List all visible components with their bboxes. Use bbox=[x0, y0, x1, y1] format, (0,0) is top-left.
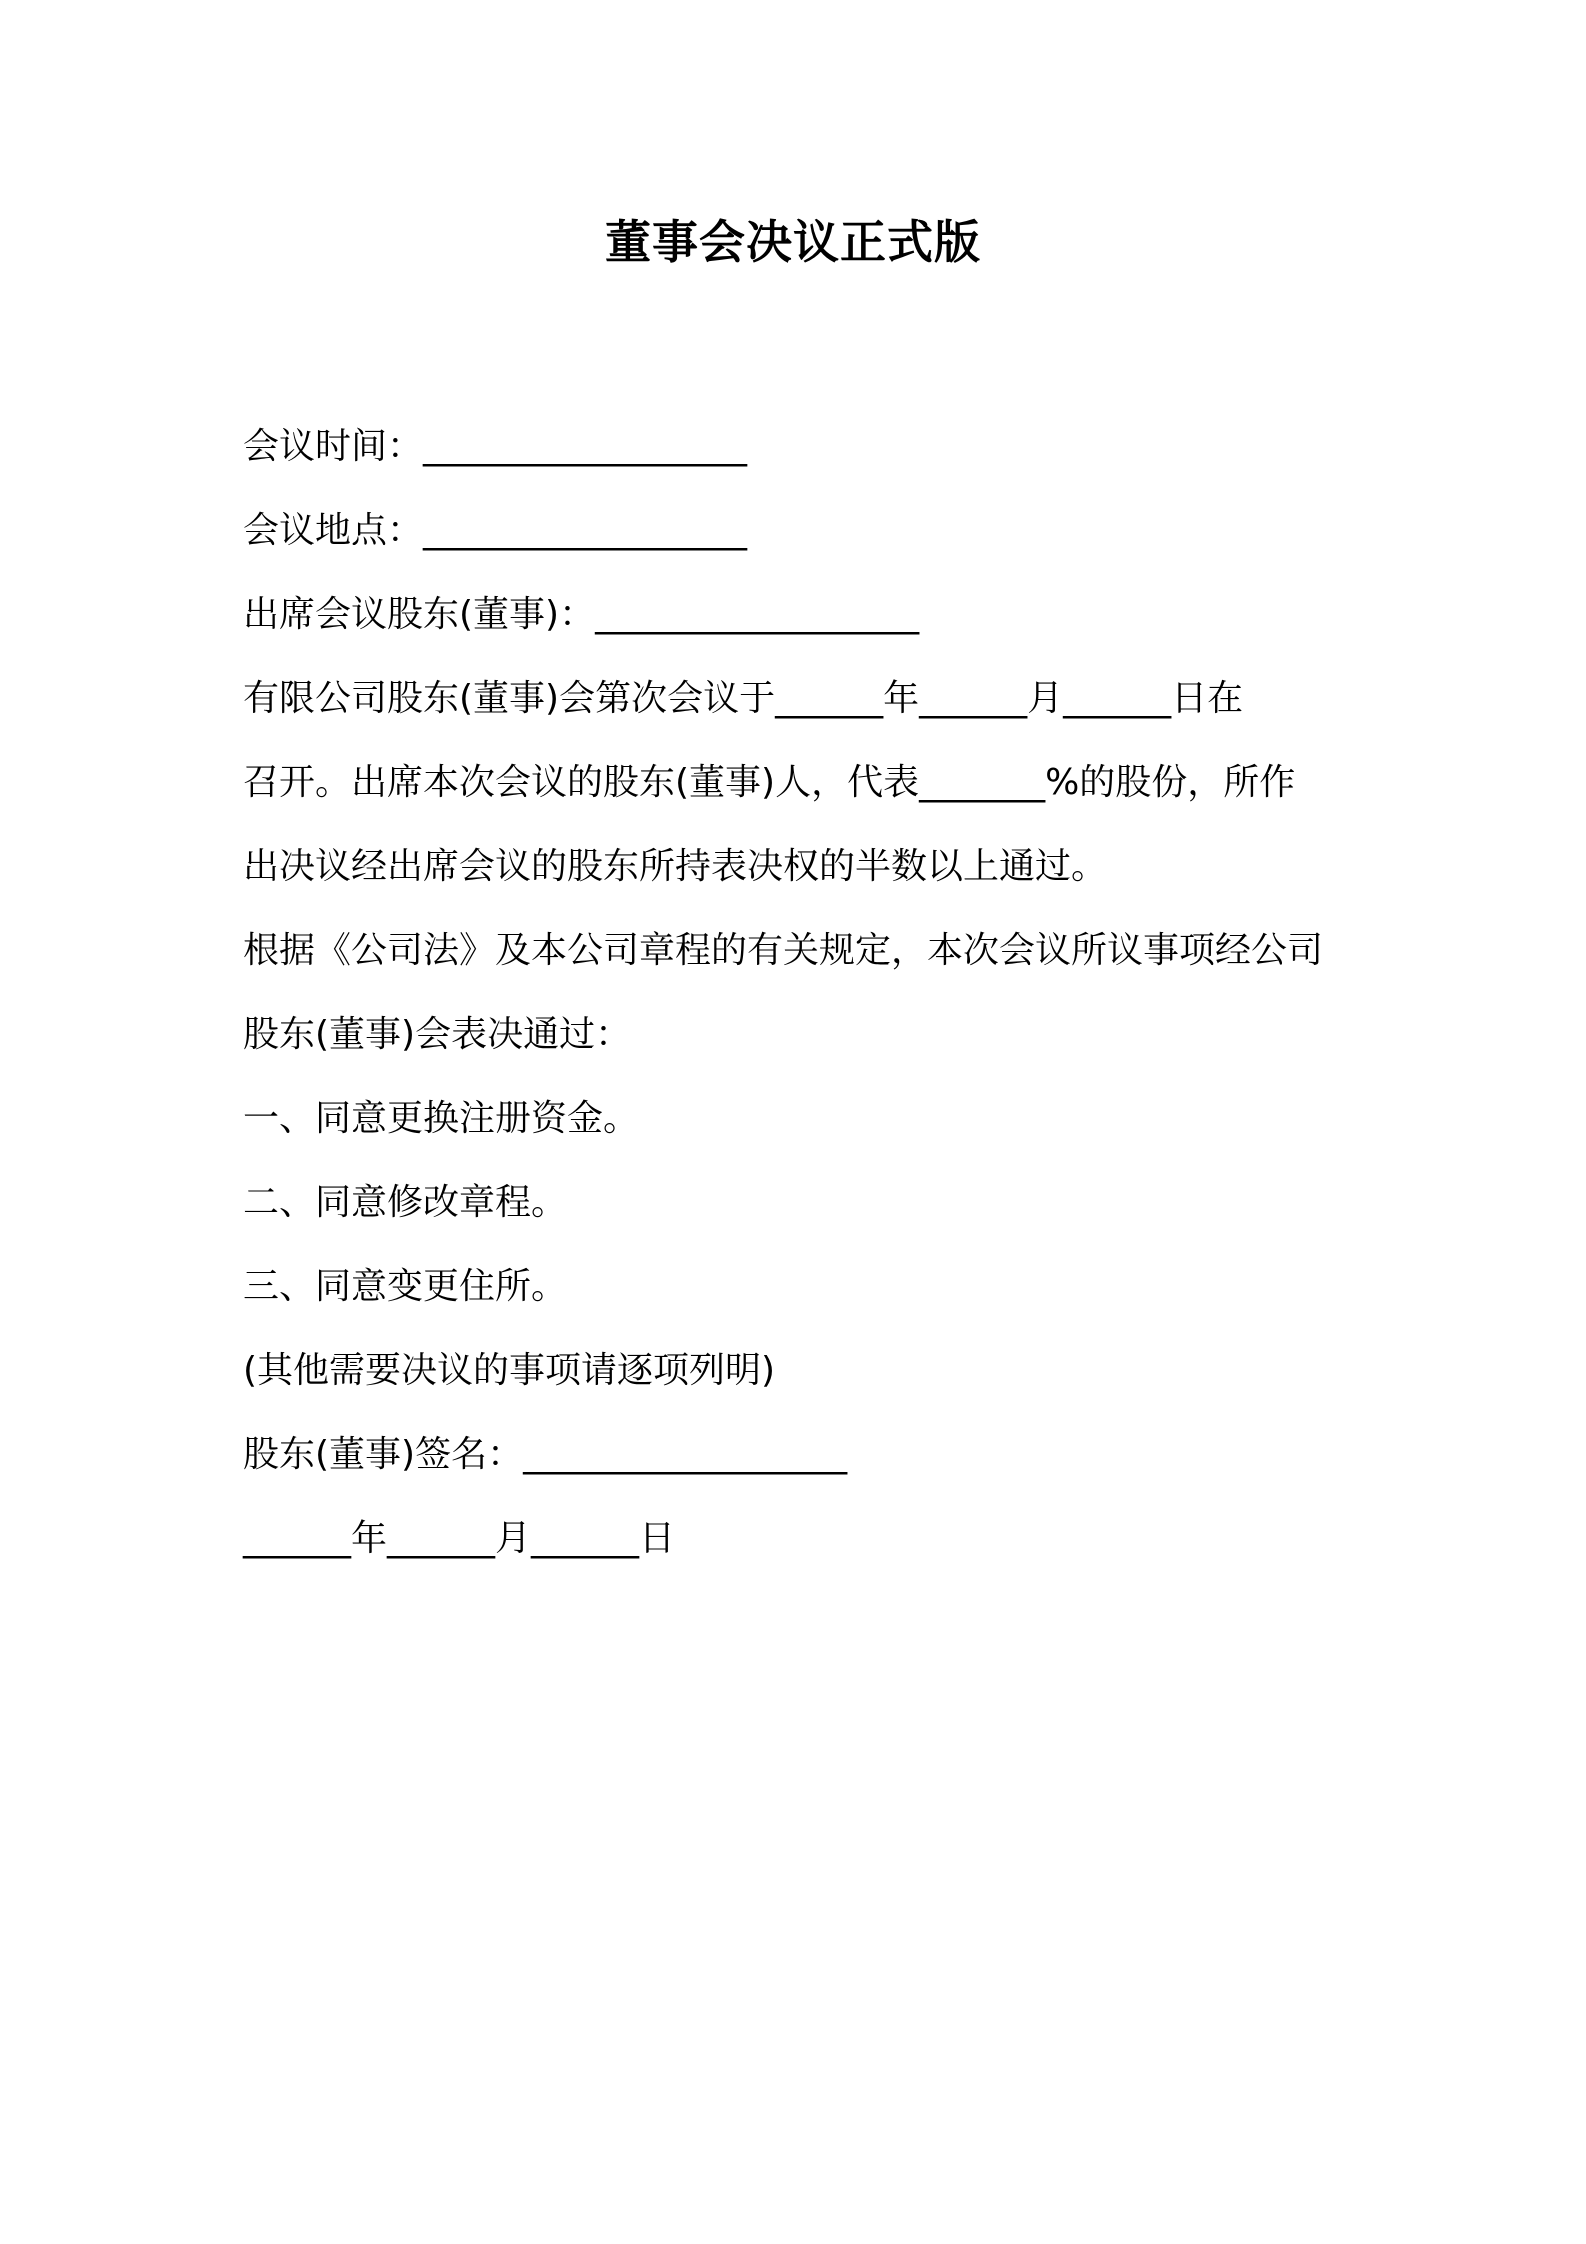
intro-line: 有限公司股东(董事)会第次会议于______年______月______日在 bbox=[243, 678, 1244, 719]
basis-paragraph bbox=[243, 909, 1353, 1077]
document-title: 董事会决议正式版 bbox=[605, 215, 981, 269]
resolution-item: 二、同意修改章程。 bbox=[243, 1182, 568, 1223]
resolution-item: 三、同意变更住所。 bbox=[243, 1266, 568, 1307]
intro-paragraph bbox=[243, 657, 1353, 909]
meeting-place-field: 会议地点：__________________ bbox=[243, 510, 748, 551]
intro-line: 召开。出席本次会议的股东(董事)人，代表_______%的股份，所作 bbox=[243, 762, 1296, 803]
signature-field: 股东(董事)签名：__________________ bbox=[243, 1434, 848, 1475]
meeting-time-field: 会议时间：__________________ bbox=[243, 426, 748, 467]
date-field: ______年______月______日 bbox=[243, 1518, 675, 1559]
other-matters-note: (其他需要决议的事项请逐项列明) bbox=[243, 1350, 776, 1391]
document-body bbox=[243, 405, 1353, 1581]
basis-line: 股东(董事)会表决通过： bbox=[243, 1014, 632, 1055]
basis-line: 根据《公司法》及本公司章程的有关规定，本次会议所议事项经公司 bbox=[243, 930, 1324, 971]
intro-line: 出决议经出席会议的股东所持表决权的半数以上通过。 bbox=[243, 846, 1108, 887]
attendees-field: 出席会议股东(董事)：__________________ bbox=[243, 594, 920, 635]
resolution-item: 一、同意更换注册资金。 bbox=[243, 1098, 640, 1139]
